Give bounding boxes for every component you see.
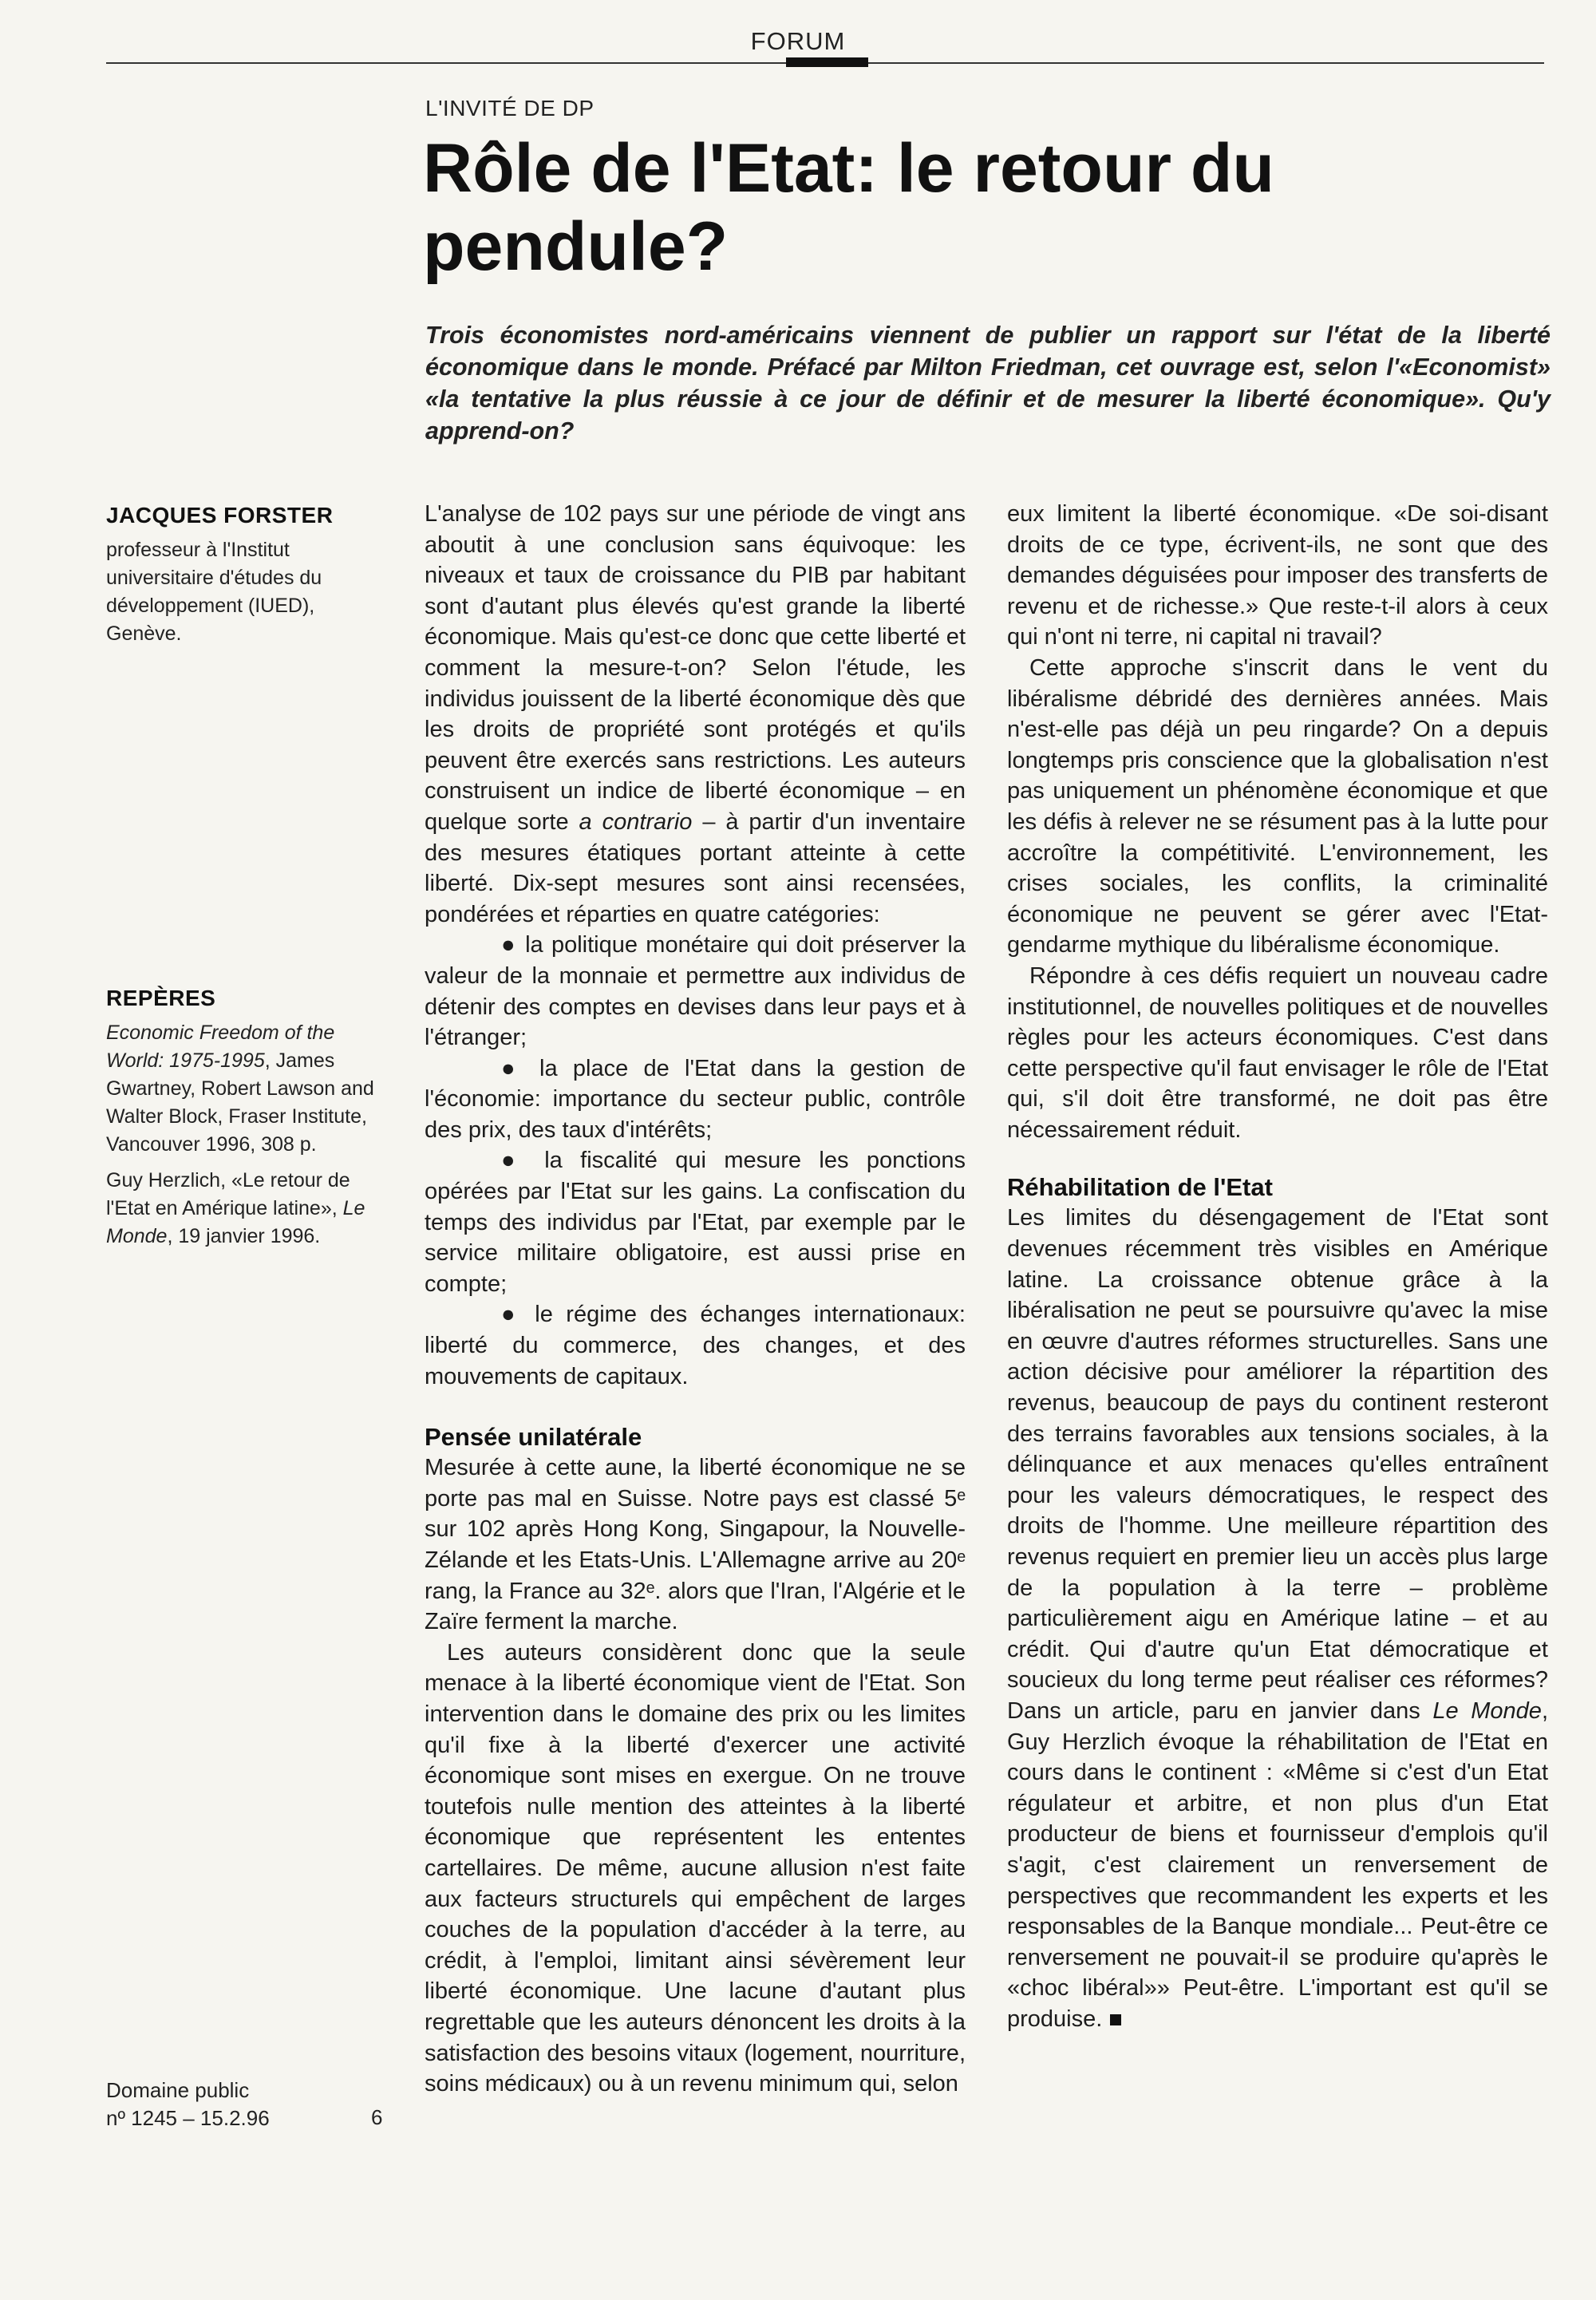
paragraph bbox=[1007, 1203, 1548, 2034]
headline: Rôle de l'Etat: le retour du pendule? bbox=[423, 130, 1274, 285]
author-bio: professeur à l'Institut universitaire d'études du développement (IUED), Genève. bbox=[106, 539, 322, 645]
footer-publication bbox=[106, 2077, 393, 2132]
reference-2-title: Le Monde bbox=[106, 1197, 365, 1247]
paragraph: Les auteurs considèrent donc que la seule menace à la liberté économique vient de l'Etat. Son intervention dans le domaine des prix ou les limites qu'il fixe à la liberté d'exercer une activité économique sont mises en exergue. On ne trouve toutefois nulle mention des atteintes à la liberté économique que représentent les ententes cartellaires. De même, aucune allusion n'est faite aux facteurs structurels qui empêchent de larges couches de la population d'accéder à la terre, au crédit, à l'emploi, limitant ainsi sévèrement leur liberté économique. Une lacune d'autant plus regrettable que les auteurs dénoncent les droits à la satisfaction des besoins vitaux (logement, nourriture, soins médicaux) ou à un revenu minimum qui, selon bbox=[425, 1639, 966, 2097]
bullet-item: ● la fiscalité qui mesure les ponctions opérées par l'Etat sur les gains. La confiscation du temps des individus par l'Etat, par exemple par le service militaire obligatoire, est aussi prise en compte; bbox=[425, 1148, 966, 1297]
bullet-item: ● la politique monétaire qui doit préserver la valeur de la monnaie et permettre aux individus de détenir des comptes en devises dans leur pays et à l'étranger; bbox=[425, 932, 966, 1051]
author-box bbox=[106, 503, 377, 656]
reference-2-author: Guy Herzlich, «Le retour de l'Etat en Amérique latine», bbox=[106, 1169, 350, 1219]
italic-term: a contrario bbox=[579, 808, 693, 835]
paragraph-text: – à partir d'un inventaire des mesures étatiques portant atteinte à cette liberté. Dix-sept mesures sont ainsi recensées, pondérées et réparties en quatre catégories: bbox=[425, 808, 966, 927]
paragraph-text: L'analyse de 102 pays sur une période de vingt ans aboutit à une conclusion sans équivoque: les niveaux et taux de croissance du PIB par habitant sont d'autant plus élevés qu'est grande la liberté économique. Mais qu'est-ce donc que cette liberté et comment la mesure-t-on? Selon l'étude, les individus jouissent de la liberté économique dès que les droits de propriété sont protégés et qu'ils peuvent être exercés sans restrictions. Les auteurs construisent un indice de liberté économique – en quelque sorte bbox=[425, 501, 966, 835]
italic-term: Le Monde bbox=[1432, 1697, 1542, 1724]
bullet-item: ● la place de l'Etat dans la gestion de l'économie: importance du secteur public, contrôle des prix, des taux d'intérêts; bbox=[425, 1055, 966, 1143]
bullet-item: ● le régime des échanges internationaux: liberté du commerce, des changes, et des mouvements de capitaux. bbox=[425, 1302, 966, 1389]
issue-number: nº 1245 – 15.2.96 bbox=[106, 2106, 270, 2130]
subheading: Pensée unilatérale bbox=[425, 1423, 642, 1452]
reference-1 bbox=[106, 1019, 377, 1159]
section-mark bbox=[786, 57, 868, 67]
section-label: FORUM bbox=[750, 27, 846, 55]
article-column-2 bbox=[1007, 499, 1548, 2035]
reperes-heading: REPÈRES bbox=[106, 986, 216, 1010]
subheading: Réhabilitation de l'Etat bbox=[1007, 1173, 1273, 1202]
end-of-article-mark bbox=[1110, 2014, 1121, 2025]
reperes-box bbox=[106, 986, 377, 1259]
page-number: 6 bbox=[371, 2105, 383, 2129]
publication-name: Domaine public bbox=[106, 2078, 250, 2102]
reference-1-details: , James Gwartney, Robert Lawson and Walter Block, Fraser Institute, Vancouver 1996, 308 p. bbox=[106, 1049, 374, 1156]
paragraph: Répondre à ces défis requiert un nouveau cadre institutionnel, de nouvelles politiques et de nouvelles règles pour les acteurs économiques. C'est dans cette perspective qu'il faut envisager le rôle de l'Etat qui, s'il doit être transformé, ne doit pas être nécessairement réduit. bbox=[1007, 962, 1548, 1143]
article-column-1 bbox=[425, 499, 966, 2100]
kicker: L'INVITÉ DE DP bbox=[425, 96, 595, 121]
paragraph-text: Les limites du désengagement de l'Etat sont devenues récemment très visibles en Amérique latine. La croissance obtenue grâce à la libéralisation ne peut se poursuivre qu'avec la mise en œuvre d'autres réformes structurelles. Sans une action décisive pour améliorer la répartition des revenus, beaucoup de pays du continent resteront des terrains favorables aux tensions sociales, à la délinquance et aux menaces qu'elles entraînent pour les valeurs démocratiques, le respect des droits de l'homme. Une meilleure répartition des revenus requiert en premier lieu un accès plus large de la population à la terre – problème particulièrement aigu en Amérique latine – et au crédit. Qui d'autre qu'un Etat démocratique et soucieux du long terme peut réaliser ces réformes? Dans un article, paru en janvier dans bbox=[1007, 1205, 1548, 1724]
paragraph bbox=[425, 499, 966, 930]
paragraph: eux limitent la liberté économique. «De soi-disant droits de ce type, écrivent-ils, ne sont que des demandes déguisées pour imposer des transferts de revenu et de richesse.» Que reste-t-il alors à ceux qui n'ont ni terre, ni capital ni travail? bbox=[1007, 501, 1548, 650]
lead-paragraph: Trois économistes nord-américains viennent de publier un rapport sur l'état de la liberté économique dans le monde. Préfacé par Milton Friedman, cet ouvrage est, selon l'«Economist» «la tentative la plus réussie à ce jour de définir et de mesurer la liberté économique». Qu'y apprend-on? bbox=[425, 322, 1551, 445]
reference-2 bbox=[106, 1167, 377, 1251]
reference-1-title: Economic Freedom of the World: 1975-1995 bbox=[106, 1022, 335, 1072]
paragraph: Mesurée à cette aune, la liberté économique ne se porte pas mal en Suisse. Notre pays est classé 5ᵉ sur 102 après Hong Kong, Singapour, la Nouvelle-Zélande et les Etats-Unis. L'Allemagne arrive au 20ᵉ rang, la France au 32ᵉ. alors que l'Iran, l'Algérie et le Zaïre ferment la marche. bbox=[425, 1455, 966, 1635]
author-name: JACQUES FORSTER bbox=[106, 503, 334, 528]
reference-2-details: , 19 janvier 1996. bbox=[167, 1225, 321, 1247]
paragraph: Cette approche s'inscrit dans le vent du libéralisme débridé des dernières années. Mais n'est-elle pas déjà un peu ringarde? On a depuis longtemps pris conscience que la globalisation n'est pas uniquement un phénomène économique et que les défis à relever ne se résument pas à la lutte pour accroître la compétitivité. L'environnement, les crises sociales, les conflits, la criminalité économique ne peuvent se gérer avec l'Etat-gendarme mythique du libéralisme économique. bbox=[1007, 654, 1548, 958]
paragraph-text: , Guy Herzlich évoque la réhabilitation de l'Etat en cours dans le continent : «Même si c'est d'un Etat régulateur et arbitre, et non plus d'un Etat producteur de biens et fournisseur d'emplois qu'il s'agit, c'est clairement un renversement de perspectives que recommandent les experts et les responsables de la Banque mondiale... Peut-être ce renversement ne pouvait-il se produire qu'après le «choc libéral»» Peut-être. L'important est qu'il se produise. bbox=[1007, 1697, 1548, 2032]
